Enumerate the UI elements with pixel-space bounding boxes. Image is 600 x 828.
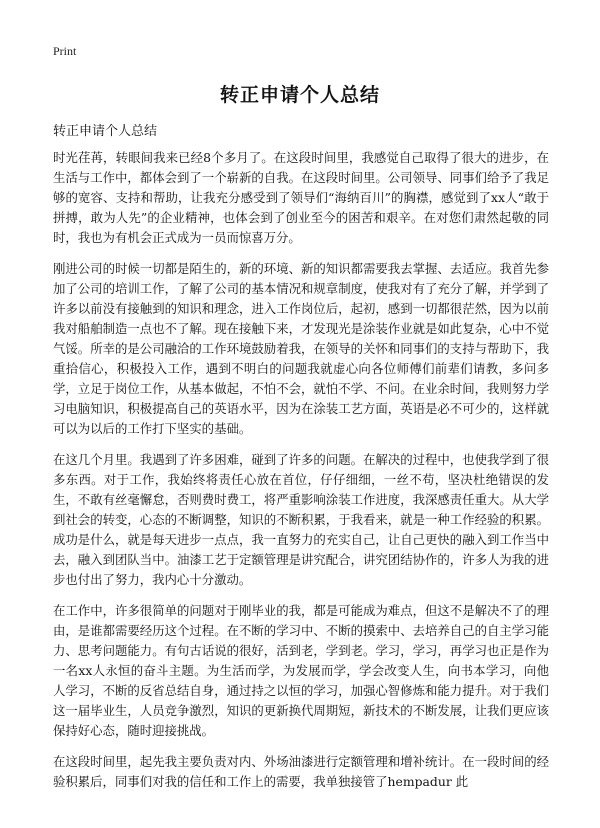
paragraph: 在工作中，许多很简单的问题对于刚毕业的我，都是可能成为难点，但这不是解决不了的理由，是谁都需要经历这个过程。在不断的学习中、不断的摸索中、去培养自己的自主学习能力、思考问题能力。有句古话说的很好，活到老，学到老。学习，学习，再学习也正是作为一名xx人永恒的奋斗主题。为生活而学，为发展而学，学会改变人生，向书本学习，向他人学习，不断的反省总结自身，通过持之以恒的学习，加强心智修炼和能力提升。对于我们这一届毕业生，人员竞争激烈，知识的更新换代周期短，新技术的不断发展，让我们更应该保持好心态，随时迎接挑战。 [53,603,549,738]
paragraph: 在这段时间里，起先我主要负责对内、外场油漆进行定额管理和增补统计。在一段时间的经验积累后，同事们对我的信任和工作上的需要，我单独接管了hempadur 此 [53,754,549,789]
page-title: 转正申请个人总结 [219,84,380,106]
paragraph: 刚进公司的时候一切都是陌生的，新的环境、新的知识都需要我去掌握、去适应。我首先参加了公司的培训工作，了解了公司的基本情况和规章制度，使我对有了充分了解，并学到了许多以前没有接触到的知识和理念，进入工作岗位后，起初，感到一切都很茫然，因为以前我对船舶制造一点也不了解。现在接触下来，才发现光是涂装作业就是如此复杂，心中不觉气馁。所幸的是公司融洽的工作环境鼓励着我，在领导的关怀和同事们的支持与帮助下，我重拾信心，积极投入工作，遇到不明白的问题我就虚心向各位师傅们前辈们请教，多问多学，立足于岗位工作，从基本做起，不怕不会，就怕不学、不问。在业余时间，我则努力学习电脑知识，积极提高自己的英语水平，因为在涂装工艺方面，英语是必不可少的，这样就可以为以后的工作打下坚实的基础。 [53,261,549,436]
document-body [53,148,549,803]
paragraph: 在这几个月里。我遇到了许多困难，碰到了许多的问题。在解决的过程中，也使我学到了很多东西。对于工作，我始终将责任心放在首位，仔仔细细，一丝不苟，坚决杜绝错误的发生，不敢有丝毫懈怠，否则费时费工，将严重影响涂装工作进度，我深感责任重大。从大学到社会的转变，心态的不断调整，知识的不断积累，于我看来，就是一种工作经验的积累。成功是什么，就是每天进步一点点，我一直努力的充实自己，让自己更快的融入到工作当中去，融入到团队当中。油漆工艺于定额管理是讲究配合，讲究团结协作的，许多人为我的进步也付出了努力，我内心十分激动。 [53,452,549,587]
paragraph: 时光荏苒，转眼间我来已经8个多月了。在这段时间里，我感觉自己取得了很大的进步，在生活与工作中，都体会到了一个崭新的自我。在这段时间里。公司领导、同事们给予了我足够的宽容、支持和帮助，让我充分感受到了领导们“海纳百川”的胸襟，感觉到了xx人“敢于拼搏，敢为人先”的企业精神，也体会到了创业至今的困苦和艰辛。在对您们肃然起敬的同时，我也为有机会正式成为一员而惊喜万分。 [53,150,549,245]
print-link[interactable]: Print [53,44,77,58]
document-subtitle: 转正申请个人总结 [53,124,158,139]
